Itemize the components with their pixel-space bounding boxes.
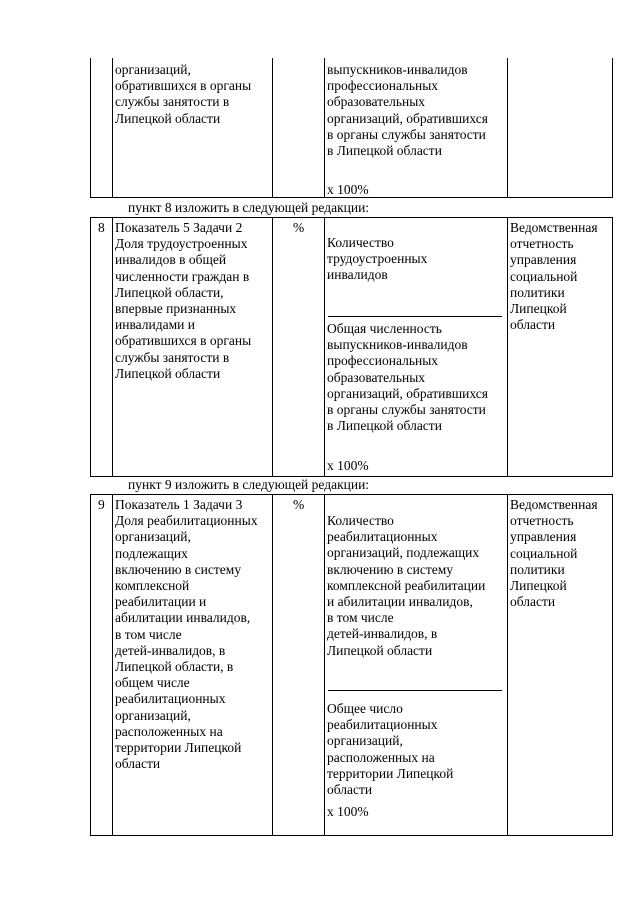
formula-denominator-continued: выпускников-инвалидов профессиональных образовательных организаций, обратившихся в органы службы занятости в Липецкой области <box>327 62 488 159</box>
table-row-9 <box>90 494 613 836</box>
amendment-note-8: пункт 8 изложить в следующей редакции: <box>128 200 370 215</box>
table-row-8 <box>90 217 613 477</box>
indicator-text: Показатель 5 Задачи 2 Доля трудоустроенных инвалидов в общей численности граждан в Липецкой области, впервые признанных инвалидами и обратившихся в органы службы занятости в Липецкой области <box>115 220 252 381</box>
unit-percent: % <box>293 497 305 512</box>
fraction-bar <box>328 316 502 317</box>
row-number: 8 <box>98 220 105 235</box>
formula-numerator: Количество трудоустроенных инвалидов <box>327 235 428 283</box>
amendment-note-9: пункт 9 изложить в следующей редакции: <box>128 477 370 492</box>
unit-percent: % <box>293 220 305 235</box>
indicator-text: Показатель 1 Задачи 3 Доля реабилитационных организаций, подлежащих включению в систему комплексной реабилитации и абилитации инвалидов, в том числе детей-инвалидов, в Липецкой области, в общем числе реабилитационных организаций, расположенных на территории Липецкой области <box>115 497 258 772</box>
fraction-bar <box>328 690 502 691</box>
table-row-continued <box>90 58 613 198</box>
data-source: Ведомственная отчетность управления социальной политики Липецкой области <box>510 497 598 610</box>
formula-denominator: Общее число реабилитационных организаций, расположенных на территории Липецкой области <box>327 701 454 798</box>
formula-multiplier: х 100% <box>327 458 369 473</box>
formula-multiplier-continued: х 100% <box>327 182 369 197</box>
formula-numerator: Количество реабилитационных организаций, подлежащих включению в систему комплексной реабилитации и абилитации инвалидов, в том числе детей-инвалидов, в Липецкой области <box>327 513 486 658</box>
formula-multiplier: х 100% <box>327 804 369 819</box>
formula-denominator: Общая численность выпускников-инвалидов профессиональных образовательных организаций, обратившихся в органы службы занятости в Липецкой области <box>327 321 488 434</box>
row-number: 9 <box>98 497 105 512</box>
data-source: Ведомственная отчетность управления социальной политики Липецкой области <box>510 220 598 333</box>
indicator-text-continued: организаций, обратившихся в органы службы занятости в Липецкой области <box>115 62 252 126</box>
